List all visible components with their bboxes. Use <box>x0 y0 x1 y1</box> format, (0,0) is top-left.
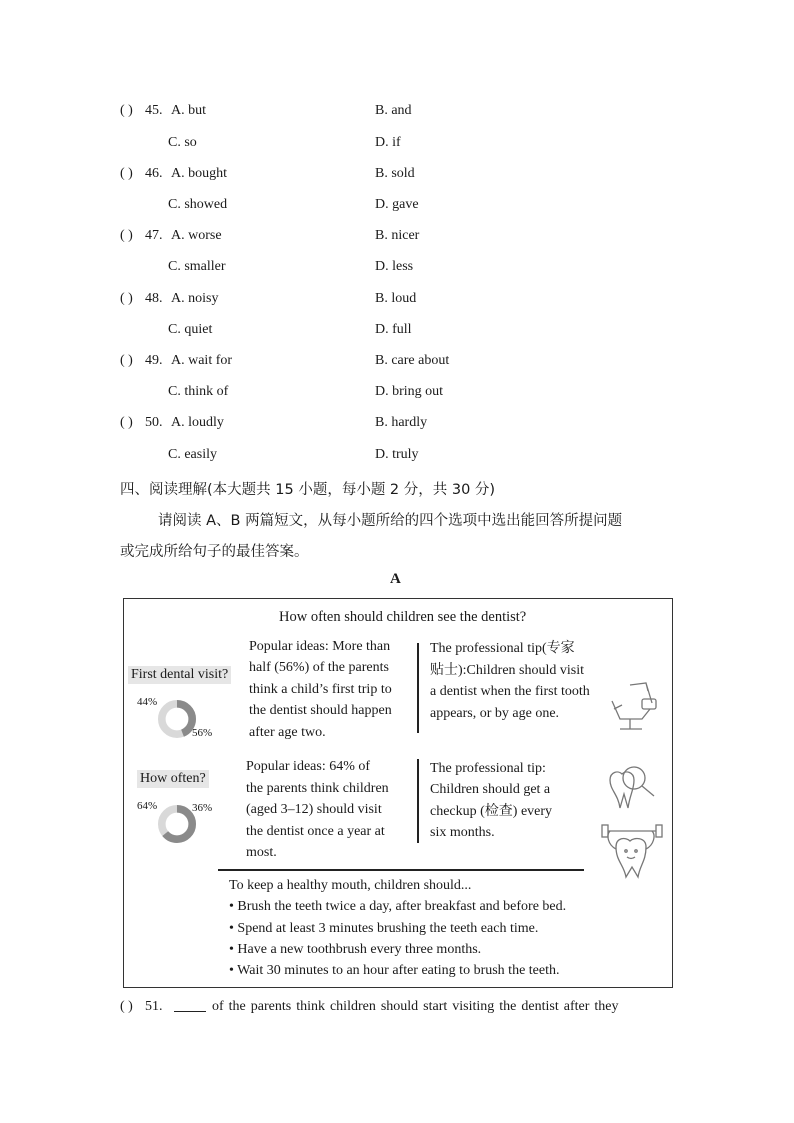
text-line: six months. <box>430 825 495 840</box>
option-d[interactable]: D. less <box>375 259 414 274</box>
option-d[interactable]: D. bring out <box>375 384 444 399</box>
option-a[interactable]: A. but <box>171 103 206 118</box>
text-line: Popular ideas: 64% of <box>246 759 371 774</box>
answer-paren[interactable]: ( ) <box>120 999 133 1014</box>
option-b[interactable]: B. sold <box>375 166 415 181</box>
text-line: half (56%) of the parents <box>249 660 389 675</box>
text-line: Children should get a <box>430 782 551 797</box>
option-d[interactable]: D. truly <box>375 447 419 462</box>
answer-paren[interactable]: ( ) <box>120 103 133 118</box>
first-visit-label: First dental visit? <box>128 666 231 684</box>
option-d[interactable]: D. gave <box>375 197 419 212</box>
tip-item: • Spend at least 3 minutes brushing the teeth each time. <box>229 921 539 936</box>
option-a[interactable]: A. bought <box>171 166 227 181</box>
text-line: appears, or by age one. <box>430 706 560 721</box>
tip-item: • Have a new toothbrush every three months. <box>229 942 482 957</box>
question-number: 49. <box>145 353 163 368</box>
text-line: checkup (检查) every <box>430 804 553 819</box>
option-b[interactable]: B. and <box>375 103 412 118</box>
answer-paren[interactable]: ( ) <box>120 166 133 181</box>
text-line: after age two. <box>249 725 326 740</box>
text-line: a dentist when the first tooth <box>430 684 590 699</box>
answer-blank[interactable] <box>174 999 206 1017</box>
option-d[interactable]: D. if <box>375 135 401 150</box>
text-line: the dentist once a year at <box>246 824 385 839</box>
section-heading: 四、阅读理解(本大题共 15 小题，每小题 2 分，共 30 分) <box>120 482 496 498</box>
percent-label: 64% <box>137 800 158 812</box>
tips-rule <box>218 869 584 871</box>
answer-paren[interactable]: ( ) <box>120 353 133 368</box>
option-a[interactable]: A. wait for <box>171 353 233 368</box>
text-line: the parents think children <box>246 781 389 796</box>
percent-label: 56% <box>192 727 213 739</box>
text-line: The professional tip(专家 <box>430 641 575 656</box>
question-number: 47. <box>145 228 163 243</box>
text-line: most. <box>246 845 277 860</box>
divider <box>417 759 419 843</box>
donut-chart-first-visit <box>157 699 197 739</box>
instruction-line-1: 请阅读 A、B 两篇短文，从每小题所给的四个选项中选出能回答所提问题 <box>158 513 623 529</box>
option-a[interactable]: A. loudly <box>171 415 224 430</box>
option-b[interactable]: B. loud <box>375 291 417 306</box>
option-c[interactable]: C. easily <box>168 447 217 462</box>
percent-label: 36% <box>192 802 213 814</box>
option-c[interactable]: C. think of <box>168 384 229 399</box>
text-line: think a child’s first trip to <box>249 682 392 697</box>
answer-paren[interactable]: ( ) <box>120 228 133 243</box>
option-a[interactable]: A. noisy <box>171 291 219 306</box>
answer-paren[interactable]: ( ) <box>120 415 133 430</box>
infographic-title: How often should children see the dentist? <box>279 609 527 625</box>
dentist-chair-icon <box>608 679 666 735</box>
tips-intro: To keep a healthy mouth, children should... <box>229 878 472 893</box>
tip-item: • Brush the teeth twice a day, after breakfast and before bed. <box>229 899 567 914</box>
question-number: 51. <box>145 999 163 1014</box>
text-line: 贴士):Children should visit <box>430 663 584 678</box>
option-d[interactable]: D. full <box>375 322 412 337</box>
option-c[interactable]: C. showed <box>168 197 228 212</box>
how-often-label: How often? <box>137 770 209 788</box>
strong-tooth-icon <box>594 821 670 881</box>
passage-label: A <box>390 571 401 587</box>
tip-item: • Wait 30 minutes to an hour after eating to brush the teeth. <box>229 963 560 978</box>
question-number: 50. <box>145 415 163 430</box>
question-number: 48. <box>145 291 163 306</box>
option-b[interactable]: B. hardly <box>375 415 428 430</box>
option-c[interactable]: C. so <box>168 135 197 150</box>
option-a[interactable]: A. worse <box>171 228 222 243</box>
question-number: 45. <box>145 103 163 118</box>
instruction-line-2: 或完成所给句子的最佳答案。 <box>120 544 309 560</box>
question-text: of the parents think children should start visiting the dentist after they <box>212 999 619 1014</box>
text-line: Popular ideas: More than <box>249 639 391 654</box>
answer-paren[interactable]: ( ) <box>120 291 133 306</box>
option-b[interactable]: B. care about <box>375 353 450 368</box>
infographic <box>123 598 673 988</box>
question-number: 46. <box>145 166 163 181</box>
option-b[interactable]: B. nicer <box>375 228 420 243</box>
divider <box>417 643 419 733</box>
option-c[interactable]: C. quiet <box>168 322 213 337</box>
percent-label: 44% <box>137 696 158 708</box>
text-line: the dentist should happen <box>249 703 392 718</box>
text-line: The professional tip: <box>430 761 546 776</box>
text-line: (aged 3–12) should visit <box>246 802 382 817</box>
donut-chart-how-often <box>157 804 197 844</box>
option-c[interactable]: C. smaller <box>168 259 226 274</box>
tooth-magnifier-icon <box>604 764 660 812</box>
